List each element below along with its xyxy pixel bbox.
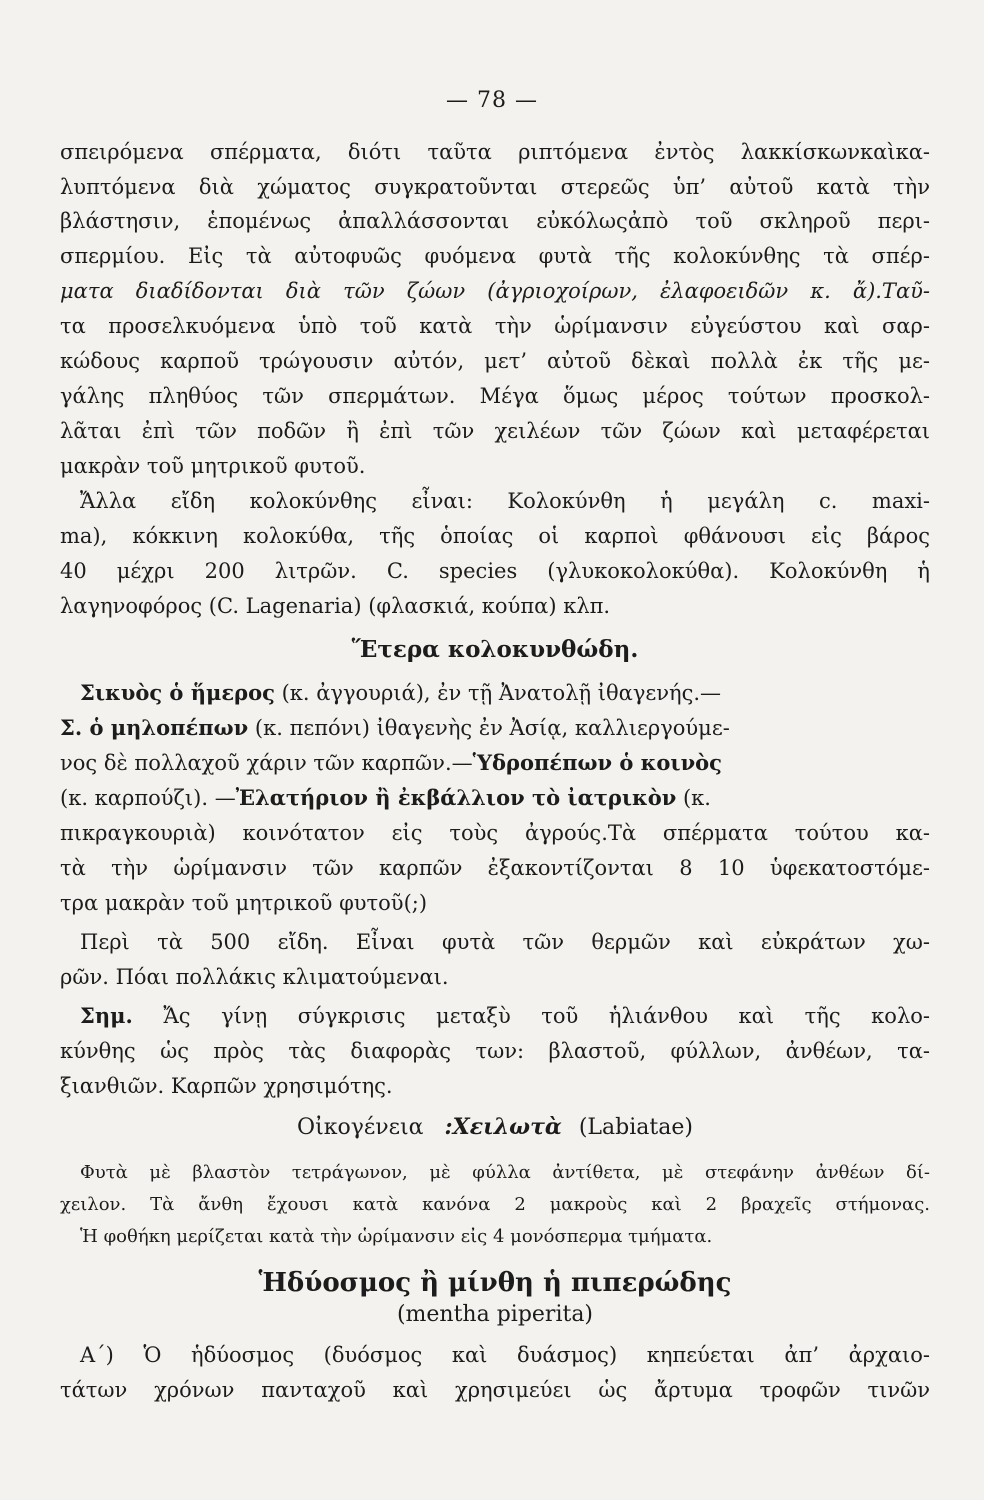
text-line: πικραγκουριὰ) κοινότατον εἰς τοὺς ἀγρούς.Τὰ σπέρματα τούτου κα- bbox=[60, 821, 930, 845]
species-heading: Ἡδύοσμος ἢ μίνθη ἡ πιπερώδης bbox=[258, 1268, 732, 1298]
text-line: λυπτόμενα διὰ χώματος συγκρατοῦνται στερεῶς ὑπ’ αὐτοῦ κατὰ τὴν bbox=[60, 175, 930, 199]
text-line: ματα διαδίδονται διὰ τῶν ζώων (ἀγριοχοίρων, ἐλαφοειδῶν κ. ἄ).Ταῦ- bbox=[60, 279, 930, 303]
species-name: Σικυὸς ὁ ἥμερος bbox=[80, 680, 275, 705]
text-line: ρῶν. Πόαι πολλάκις κλιματούμεναι. bbox=[60, 965, 449, 989]
text-line: σπερμίου. Εἰς τὰ αὐτοφυῶς φυόμενα φυτὰ τῆς κολοκύνθης τὰ σπέρ- bbox=[60, 244, 930, 268]
family-latin: (Labiatae) bbox=[578, 1115, 693, 1140]
family-prefix: Οἰκογένεια bbox=[297, 1115, 424, 1140]
species-line bbox=[60, 678, 930, 708]
note-line bbox=[60, 1001, 930, 1031]
species-text: νος δὲ πολλαχοῦ χάριν τῶν καρπῶν.— bbox=[60, 751, 473, 775]
species-latin: (mentha piperita) bbox=[396, 1302, 594, 1327]
text-line: τα προσελκυόμενα ὑπὸ τοῦ κατὰ τὴν ὡρίμανσιν εὐγεύστου καὶ σαρ- bbox=[60, 314, 930, 338]
text-line: 40 μέχρι 200 λιτρῶν. C. species (γλυκοκολοκύθα). Κολοκύνθη ἡ bbox=[60, 559, 930, 583]
note-label: Σημ. bbox=[80, 1003, 133, 1028]
text-line: Ἄλλα εἴδη κολοκύνθης εἶναι: Κολοκύνθη ἡ μεγάλη c. maxi- bbox=[80, 489, 930, 513]
species-text: (κ. πεπόνι) ἰθαγενὴς ἐν Ἀσίᾳ, καλλιεργούμε- bbox=[248, 716, 730, 740]
text-line: σπειρόμενα σπέρματα, διότι ταῦτα ριπτόμενα ἐντὸς λακκίσκωνκαὶκα- bbox=[60, 140, 930, 164]
species-text: (κ. καρπούζι). — bbox=[60, 786, 236, 810]
text-line: Ἡ φοθήκη μερίζεται κατὰ τὴν ὡρίμανσιν εἰς 4 μονόσπερμα τμήματα. bbox=[80, 1226, 713, 1247]
text-line: ma), κόκκινη κολοκύθα, τῆς ὁποίας οἱ καρποὶ φθάνουσι εἰς βάρος bbox=[60, 524, 930, 548]
species-name: Ἐλατήριον ἢ ἐκβάλλιον τὸ ἰατρικὸν bbox=[235, 785, 677, 810]
section-heading: Ἕτερα κολοκυνθώδη. bbox=[351, 636, 639, 663]
family-name: :Χειλωτὰ bbox=[444, 1114, 562, 1140]
text-line: κύνθης ὡς πρὸς τὰς διαφορὰς των: βλαστοῦ, φύλλων, ἀνθέων, τα- bbox=[60, 1039, 930, 1063]
family-heading bbox=[60, 1112, 930, 1143]
text-line: λᾶται ἐπὶ τῶν ποδῶν ἢ ἐπὶ τῶν χειλέων τῶν ζώων καὶ μεταφέρεται bbox=[60, 419, 930, 443]
species-text: (κ. ἀγγουριά), ἐν τῇ Ἀνατολῇ ἰθαγενής.— bbox=[274, 681, 722, 705]
text-line: λαγηνοφόρος (C. Lagenaria) (φλασκιά, κούπα) κλπ. bbox=[60, 594, 611, 618]
species-name: Ὑδροπέπων ὁ κοινὸς bbox=[472, 750, 722, 775]
text-line: Φυτὰ μὲ βλαστὸν τετράγωνον, μὲ φύλλα ἀντίθετα, μὲ στεφάνην ἀνθέων δί- bbox=[80, 1162, 930, 1183]
page-number: — 78 — bbox=[446, 88, 538, 113]
species-line bbox=[60, 713, 930, 743]
species-line bbox=[60, 783, 930, 813]
text-line: τάτων χρόνων πανταχοῦ καὶ χρησιμεύει ὡς ἄρτυμα τροφῶν τινῶν bbox=[60, 1378, 930, 1402]
text-line: γάλης πληθύος τῶν σπερμάτων. Μέγα ὅμως μέρος τούτων προσκολ- bbox=[60, 384, 930, 408]
text-line: βλάστησιν, ἑπομένως ἀπαλλάσσονται εὐκόλωςἀπὸ τοῦ σκληροῦ περι- bbox=[60, 209, 930, 233]
text-line: ξιανθιῶν. Καρπῶν χρησιμότης. bbox=[60, 1074, 393, 1098]
text-line: τρα μακρὰν τοῦ μητρικοῦ φυτοῦ(;) bbox=[60, 891, 428, 915]
species-name: Σ. ὁ μηλοπέπων bbox=[60, 715, 249, 740]
text-line: μακρὰν τοῦ μητρικοῦ φυτοῦ. bbox=[60, 454, 366, 478]
text-line: τὰ τὴν ὡρίμανσιν τῶν καρπῶν ἐξακοντίζονται 8 10 ὑφεκατοστόμε- bbox=[60, 856, 930, 880]
note-text: Ἄς γίνῃ σύγκρισις μεταξὺ τοῦ ἡλιάνθου καὶ τῆς κολο- bbox=[132, 1004, 930, 1028]
text-line: Περὶ τὰ 500 εἴδη. Εἶναι φυτὰ τῶν θερμῶν καὶ εὐκράτων χω- bbox=[80, 930, 930, 954]
text-line: Α΄) Ὁ ἡδύοσμος (δυόσμος καὶ δυάσμος) κηπεύεται ἀπ’ ἀρχαιο- bbox=[80, 1343, 930, 1367]
text-line: κώδους καρποῦ τρώγουσιν αὐτόν, μετ’ αὐτοῦ δὲκαὶ πολλὰ ἐκ τῆς με- bbox=[60, 349, 930, 373]
text-line: χειλον. Τὰ ἄνθη ἔχουσι κατὰ κανόνα 2 μακροὺς καὶ 2 βραχεῖς στήμονας. bbox=[60, 1194, 930, 1215]
species-line bbox=[60, 748, 930, 778]
species-text: (κ. bbox=[676, 786, 711, 810]
